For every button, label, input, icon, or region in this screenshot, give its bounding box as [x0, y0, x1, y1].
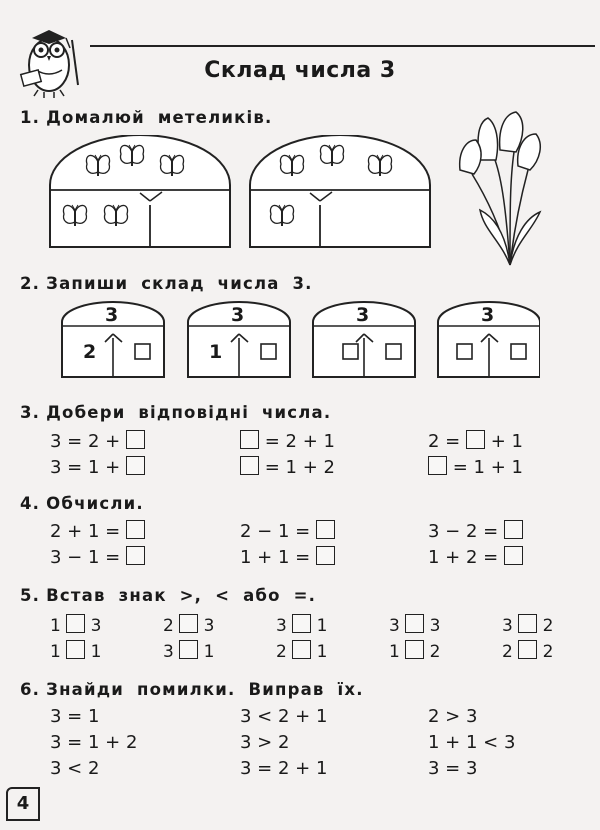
operand: 1: [90, 642, 102, 662]
answer-box[interactable]: [126, 546, 145, 565]
page-title: Склад числа 3: [204, 58, 396, 83]
equation-text: = 1 + 1: [447, 457, 523, 478]
task-text: Знайди помилки. Виправ їх.: [46, 680, 364, 699]
equation-text: 2 + 1 =: [50, 521, 126, 542]
sign-box[interactable]: [292, 640, 311, 659]
answer-box[interactable]: [126, 520, 145, 539]
task-text: Добери відповідні числа.: [46, 403, 332, 422]
task-1-heading: [20, 108, 272, 127]
equation: [240, 430, 335, 452]
expression: 3 = 3: [428, 758, 478, 779]
equation-text: 3 − 1 =: [50, 547, 126, 568]
operand: 3: [203, 616, 215, 636]
task-3-heading: [20, 403, 331, 422]
equation-text: 2 − 1 =: [240, 521, 316, 542]
task-number: 5.: [20, 586, 41, 605]
house-top-number: 3: [356, 304, 370, 326]
task-text: Встав знак >, < або =.: [46, 586, 317, 605]
page-number: 4: [6, 787, 40, 821]
operand: 3: [90, 616, 102, 636]
answer-box[interactable]: [126, 430, 145, 449]
expression: 3 = 2 + 1: [240, 758, 328, 779]
equation: [50, 546, 145, 568]
operand: 1: [316, 616, 328, 636]
operand: 2: [502, 642, 513, 662]
equation: [428, 430, 523, 452]
task-2-heading: [20, 274, 313, 293]
sign-box[interactable]: [405, 640, 424, 659]
house-left-number: 2: [83, 341, 97, 363]
comparison: [50, 640, 101, 662]
answer-box[interactable]: [316, 520, 335, 539]
operand: 1: [316, 642, 328, 662]
sign-box[interactable]: [405, 614, 424, 633]
answer-box[interactable]: [240, 430, 259, 449]
equation-text: 1 + 1 =: [240, 547, 316, 568]
answer-box[interactable]: [504, 520, 523, 539]
sign-box[interactable]: [66, 614, 85, 633]
answer-box[interactable]: [126, 456, 145, 475]
comparison: [276, 640, 327, 662]
equation-text: 3 = 1 +: [50, 457, 126, 478]
sign-box[interactable]: [179, 614, 198, 633]
butterfly-houses: [40, 135, 440, 255]
equation-text: 2 =: [428, 431, 466, 452]
operand: 1: [389, 642, 400, 662]
operand: 2: [163, 616, 174, 636]
sign-box[interactable]: [292, 614, 311, 633]
owl-mascot-icon: [14, 10, 84, 100]
task-number: 1.: [20, 108, 41, 127]
equation: [50, 520, 145, 542]
comparison: [502, 614, 553, 636]
task-text: Запиши склад числа 3.: [46, 274, 313, 293]
expression: 3 < 2 + 1: [240, 706, 328, 727]
comparison: [163, 614, 214, 636]
equation: [428, 546, 523, 568]
equation-text: 1 + 2 =: [428, 547, 504, 568]
answer-box[interactable]: [240, 456, 259, 475]
expression: 2 > 3: [428, 706, 478, 727]
operand: 1: [203, 642, 215, 662]
task-number: 2.: [20, 274, 41, 293]
sign-box[interactable]: [518, 640, 537, 659]
sign-box[interactable]: [518, 614, 537, 633]
expression: 3 > 2: [240, 732, 290, 753]
task-number: 6.: [20, 680, 41, 699]
house-left-number: 1: [209, 341, 223, 363]
house-top-number: 3: [481, 304, 495, 326]
equation: [428, 456, 523, 478]
operand: 3: [502, 616, 513, 636]
task-4-heading: [20, 494, 144, 513]
expression: 1 + 1 < 3: [428, 732, 516, 753]
equation-text: = 1 + 2: [259, 457, 335, 478]
task-number: 4.: [20, 494, 41, 513]
operand: 3: [276, 616, 287, 636]
answer-box[interactable]: [428, 456, 447, 475]
comparison: [389, 640, 440, 662]
equation-text: 3 − 2 =: [428, 521, 504, 542]
equation: [428, 520, 523, 542]
comparison: [276, 614, 327, 636]
equation: [240, 546, 335, 568]
task-6-heading: [20, 680, 364, 699]
equation: [240, 520, 335, 542]
expression: 3 = 1: [50, 706, 100, 727]
equation: [50, 456, 145, 478]
equation-text: = 2 + 1: [259, 431, 335, 452]
house-2: [250, 135, 430, 247]
operand: 2: [542, 642, 554, 662]
sign-box[interactable]: [179, 640, 198, 659]
expression: 3 = 1 + 2: [50, 732, 138, 753]
house-1: [50, 135, 230, 247]
answer-box[interactable]: [466, 430, 485, 449]
task-5-heading: [20, 586, 316, 605]
answer-box[interactable]: [504, 546, 523, 565]
tulips-icon: [440, 100, 560, 270]
comparison: [50, 614, 101, 636]
comparison: [389, 614, 440, 636]
house-top-number: 3: [231, 304, 245, 326]
equation: [240, 456, 335, 478]
operand: 2: [276, 642, 287, 662]
operand: 3: [429, 616, 441, 636]
expression: 3 < 2: [50, 758, 100, 779]
comparison: [163, 640, 214, 662]
equation-text: 3 = 2 +: [50, 431, 126, 452]
house-top-number: 3: [105, 304, 119, 326]
task-text: Домалюй метеликів.: [46, 108, 273, 127]
operand: 1: [50, 642, 61, 662]
operand: 3: [389, 616, 400, 636]
equation-text: + 1: [484, 431, 523, 452]
task-number: 3.: [20, 403, 41, 422]
operand: 2: [429, 642, 441, 662]
operand: 3: [163, 642, 174, 662]
task-text: Обчисли.: [46, 494, 144, 513]
number-houses: [60, 300, 540, 380]
operand: 2: [542, 616, 554, 636]
answer-box[interactable]: [316, 546, 335, 565]
sign-box[interactable]: [66, 640, 85, 659]
equation: [50, 430, 145, 452]
operand: 1: [50, 616, 61, 636]
comparison: [502, 640, 553, 662]
title-rule: [90, 45, 595, 47]
